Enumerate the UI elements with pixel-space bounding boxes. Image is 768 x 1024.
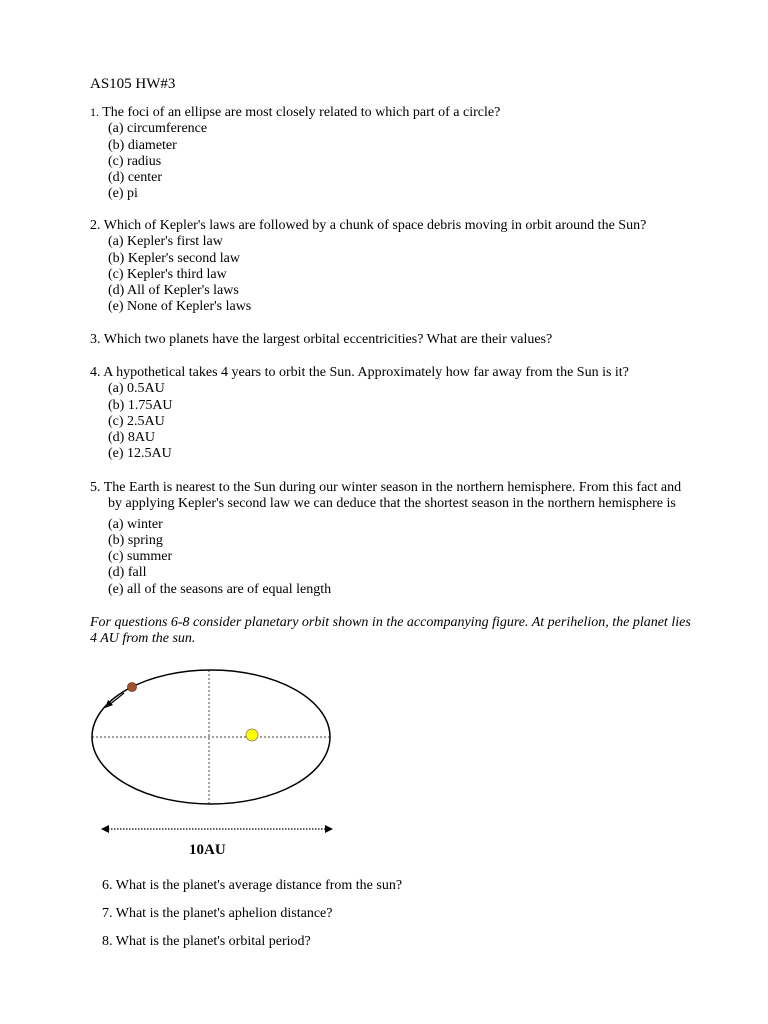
- question-5-text-line-2: by applying Kepler's second law we can deduce that the shortest season in the northern hemisphere is: [108, 496, 676, 512]
- question-6-text: 6. What is the planet's average distance from the sun?: [102, 878, 403, 893]
- question-5-option-c: (c) summer: [108, 549, 173, 565]
- question-4-option-d: (d) 8AU: [108, 430, 156, 446]
- question-2-text: 2. Which of Kepler's laws are followed by a chunk of space debris moving in orbit around the Sun?: [90, 218, 647, 233]
- page-title: AS105 HW#3: [90, 76, 176, 92]
- question-5-option-b: (b) spring: [108, 532, 163, 548]
- orbit-ellipse: [92, 670, 330, 804]
- question-1-prompt: The foci of an ellipse are most closely related to which part of a circle?: [102, 105, 501, 120]
- question-4: [90, 365, 690, 463]
- question-5-option-a: (a) winter: [108, 516, 163, 532]
- question-4-option-e: (e) 12.5AU: [108, 446, 172, 462]
- orbit-figure: [80, 660, 350, 850]
- question-1-text: [90, 104, 690, 121]
- planet-icon: [128, 683, 137, 692]
- question-1-option-c: (c) radius: [108, 153, 162, 169]
- question-8-text: 8. What is the planet's orbital period?: [102, 934, 311, 949]
- question-1-option-e: (e) pi: [108, 186, 138, 202]
- question-4-text: 4. A hypothetical takes 4 years to orbit the Sun. Approximately how far away from the Sun is it?: [90, 365, 629, 380]
- figure-intro-line-2: 4 AU from the sun.: [90, 631, 196, 647]
- figure-intro: [90, 615, 690, 648]
- question-5-option-d: (d) fall: [108, 565, 147, 581]
- figure-intro-line-1: For questions 6-8 consider planetary orbit shown in the accompanying figure. At perihelion, the planet lies: [90, 615, 691, 630]
- question-1-option-a: (a) circumference: [108, 121, 208, 137]
- question-4-option-a: (a) 0.5AU: [108, 381, 165, 397]
- question-2-option-c: (c) Kepler's third law: [108, 266, 227, 282]
- sun-icon: [246, 729, 258, 741]
- question-1-option-b: (b) diameter: [108, 137, 177, 153]
- question-7-text: 7. What is the planet's aphelion distance?: [102, 906, 333, 921]
- scale-label: 10AU: [189, 842, 226, 858]
- question-2-option-d: (d) All of Kepler's laws: [108, 283, 239, 299]
- orbit-direction-arrowhead: [105, 700, 113, 708]
- question-5-text-line-1: 5. The Earth is nearest to the Sun during our winter season in the northern hemisphere. From this fact and: [90, 480, 682, 495]
- question-5: [90, 480, 690, 598]
- question-1-option-d: (d) center: [108, 170, 163, 186]
- question-2-option-a: (a) Kepler's first law: [108, 234, 223, 250]
- orbit-direction-arrow: [109, 693, 124, 705]
- question-1: [90, 104, 690, 203]
- question-3-text: 3. Which two planets have the largest orbital eccentricities? What are their values?: [90, 332, 553, 347]
- question-4-option-c: (c) 2.5AU: [108, 413, 165, 429]
- question-2-option-b: (b) Kepler's second law: [108, 250, 240, 266]
- question-5-option-e: (e) all of the seasons are of equal length: [108, 581, 332, 597]
- question-2-option-e: (e) None of Kepler's laws: [108, 299, 252, 315]
- question-3: [90, 332, 690, 348]
- question-1-number: 1.: [90, 105, 99, 119]
- question-4-option-b: (b) 1.75AU: [108, 397, 173, 413]
- question-2: [90, 218, 690, 316]
